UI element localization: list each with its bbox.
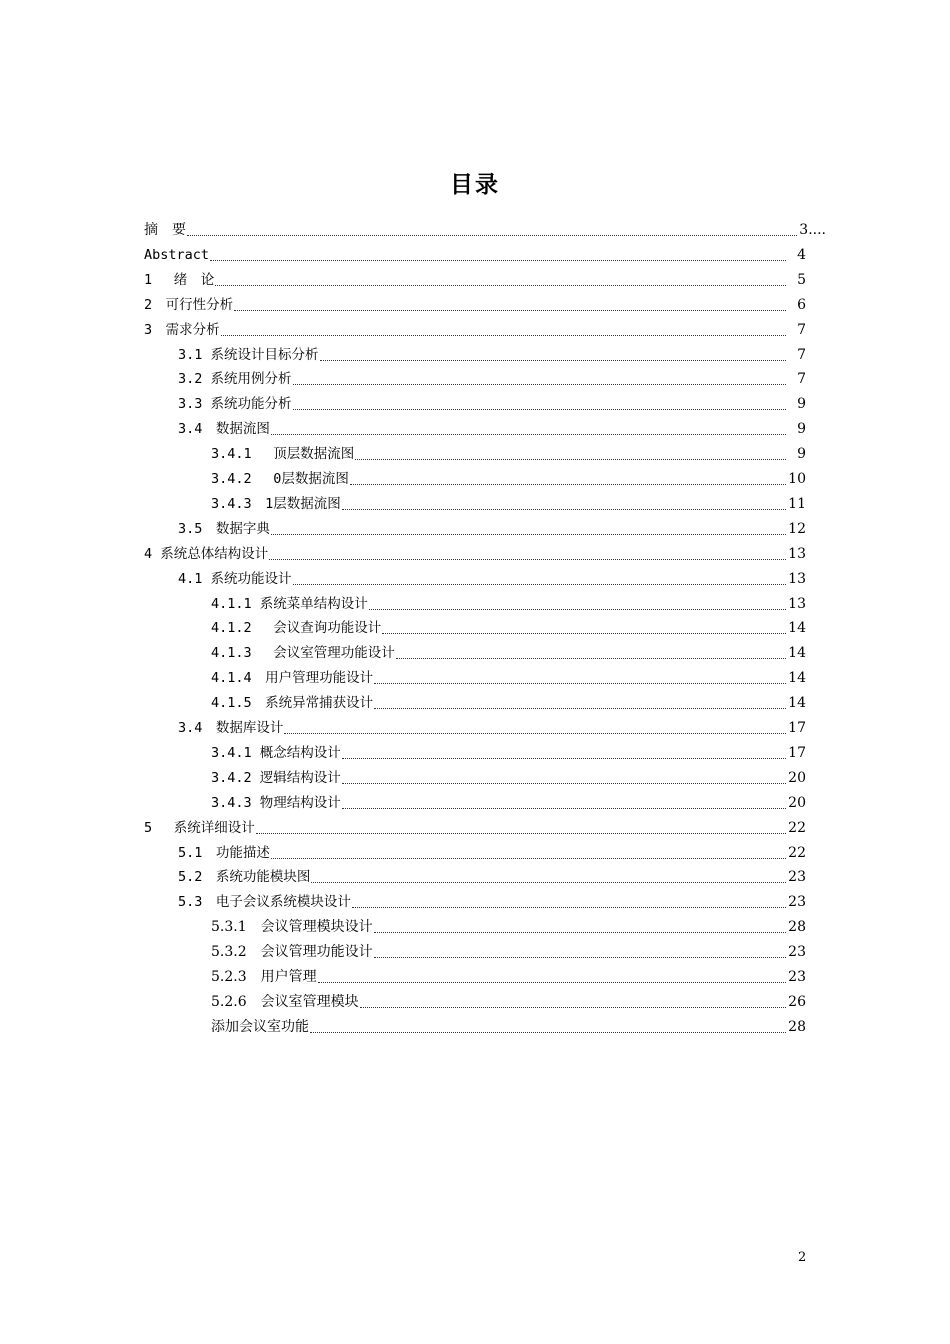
toc-entry[interactable] <box>211 988 806 1012</box>
toc-leader-dots <box>210 259 786 261</box>
toc-entry[interactable] <box>178 515 806 539</box>
toc-entry-label: 3.4 数据流图 <box>178 421 270 438</box>
toc-leader-dots <box>293 583 786 585</box>
toc-entry-page: 14 <box>788 670 806 687</box>
toc-entry-label: 添加会议室功能 <box>211 1018 309 1035</box>
toc-entry[interactable] <box>211 789 806 813</box>
toc-entry-label: 3.4.2 0层数据流图 <box>211 471 349 487</box>
toc-leader-dots <box>271 433 786 435</box>
toc-leader-dots <box>284 732 786 734</box>
toc-entry-page: 12 <box>788 520 806 537</box>
toc-entry-label: 3.4.3 物理结构设计 <box>211 794 341 811</box>
toc-entry-label: 4.1 系统功能设计 <box>178 570 292 587</box>
toc-leader-dots <box>342 757 786 759</box>
toc-leader-dots <box>311 881 786 883</box>
toc-entry-page: 20 <box>788 794 806 811</box>
toc-entry[interactable] <box>211 913 806 937</box>
toc-entry[interactable] <box>211 739 806 763</box>
toc-entry-label: 3.4.2 逻辑结构设计 <box>211 769 341 786</box>
toc-entry-page: 23 <box>788 894 806 911</box>
toc-leader-dots <box>374 956 786 958</box>
toc-leader-dots <box>293 408 786 410</box>
toc-entry[interactable] <box>211 465 806 489</box>
toc-entry-page: 14 <box>788 695 806 712</box>
toc-leader-dots <box>293 383 786 385</box>
toc-leader-dots <box>310 1031 786 1033</box>
toc-entry-label: 4.1.1 系统菜单结构设计 <box>211 595 368 612</box>
toc-entry[interactable] <box>144 266 806 290</box>
toc-leader-dots <box>360 1006 786 1008</box>
toc-entry-page: 9 <box>797 446 806 463</box>
toc-entry-page: 23 <box>788 969 806 985</box>
toc-entry[interactable] <box>178 415 806 439</box>
toc-entry-page: 28 <box>788 1018 806 1035</box>
toc-entry-label: 3.4 数据库设计 <box>178 720 284 736</box>
toc-entry[interactable] <box>178 365 806 389</box>
toc-entry-label: 3.4.3 1层数据流图 <box>211 495 341 512</box>
toc-entry-label: 3.2 系统用例分析 <box>178 371 292 388</box>
toc-entry-page: 20 <box>788 769 806 786</box>
toc-entry-page: 10 <box>788 471 806 487</box>
toc-leader-dots <box>318 981 786 983</box>
toc-entry-label: 5.3.1 会议管理模块设计 <box>211 919 373 936</box>
toc-entry-page: 9 <box>797 396 806 413</box>
toc-entry-label: 5.3.2 会议管理功能设计 <box>211 944 373 961</box>
toc-entry[interactable] <box>178 714 806 738</box>
toc-entry[interactable] <box>144 291 806 315</box>
toc-leader-dots <box>342 807 786 809</box>
toc-leader-dots <box>396 657 786 659</box>
toc-entry-page: 14 <box>788 645 806 662</box>
toc-entry-label: 3.4.1 概念结构设计 <box>211 744 341 761</box>
toc-entry[interactable] <box>178 863 806 887</box>
toc-entry-page: 7 <box>797 346 806 363</box>
toc-entry-page: 9 <box>797 421 806 438</box>
toc-entry-page: 26 <box>788 993 806 1010</box>
toc-entry[interactable] <box>178 888 806 912</box>
toc-entry[interactable] <box>211 614 806 638</box>
toc-entry[interactable] <box>144 216 826 240</box>
toc-entry-label: 4.1.2 会议查询功能设计 <box>211 620 382 637</box>
toc-entry-page: 3.... <box>799 222 826 238</box>
toc-entry-label: 5.2.6 会议室管理模块 <box>211 993 359 1010</box>
toc-entry[interactable] <box>178 565 806 589</box>
toc-leader-dots <box>187 234 797 236</box>
toc-entry[interactable] <box>211 1013 806 1037</box>
toc-entry[interactable] <box>211 664 806 688</box>
toc-entry-label: 5.1 功能描述 <box>178 844 270 861</box>
toc-entry-page: 11 <box>788 495 806 512</box>
toc-entry[interactable] <box>211 639 806 663</box>
toc-leader-dots <box>215 284 786 286</box>
toc-leader-dots <box>369 608 786 610</box>
toc-leader-dots <box>374 931 786 933</box>
toc-entry-page: 6 <box>797 296 806 313</box>
toc-leader-dots <box>271 533 786 535</box>
toc-entry-page: 28 <box>788 919 806 936</box>
toc-entry[interactable] <box>211 963 806 987</box>
toc-entry-label: 3.1 系统设计目标分析 <box>178 346 319 363</box>
toc-entry-label: 1 绪 论 <box>144 271 215 288</box>
toc-entry[interactable] <box>211 440 806 464</box>
toc-entry[interactable] <box>178 839 806 863</box>
toc-entry-label: 2 可行性分析 <box>144 296 234 313</box>
toc-entry-label: 4.1.4 用户管理功能设计 <box>211 670 374 687</box>
toc-entry-page: 14 <box>788 620 806 637</box>
toc-entry[interactable] <box>178 341 806 365</box>
toc-entry-page: 5 <box>797 271 806 288</box>
toc-entry[interactable] <box>211 490 806 514</box>
toc-entry[interactable] <box>144 241 806 265</box>
toc-entry-label: 3.4.1 顶层数据流图 <box>211 446 355 463</box>
toc-leader-dots <box>342 508 786 510</box>
toc-leader-dots <box>320 359 786 361</box>
toc-entry-page: 23 <box>788 869 806 886</box>
toc-entry[interactable] <box>211 938 806 962</box>
toc-entry[interactable] <box>211 590 806 614</box>
toc-entry-page: 23 <box>788 944 806 961</box>
toc-entry[interactable] <box>144 316 806 340</box>
toc-entry[interactable] <box>144 540 806 564</box>
toc-entry-page: 17 <box>788 744 806 761</box>
toc-leader-dots <box>342 782 786 784</box>
toc-entry-label: 5 系统详细设计 <box>144 819 255 836</box>
toc-leader-dots <box>269 558 786 560</box>
toc-leader-dots <box>350 483 786 485</box>
toc-leader-dots <box>352 906 786 908</box>
toc-entry-label: 5.3 电子会议系统模块设计 <box>178 894 351 911</box>
toc-entry[interactable] <box>211 764 806 788</box>
toc-entry-page: 13 <box>788 570 806 587</box>
toc-leader-dots <box>374 707 786 709</box>
toc-entry-label: 4.1.3 会议室管理功能设计 <box>211 645 395 662</box>
toc-entry-page: 22 <box>788 819 806 836</box>
toc-entry[interactable] <box>211 689 806 713</box>
toc-entry-label: 5.2 系统功能模块图 <box>178 869 311 886</box>
toc-entry-page: 13 <box>788 595 806 612</box>
toc-entry[interactable] <box>144 814 806 838</box>
toc-entry-label: 5.2.3 用户管理 <box>211 969 317 985</box>
toc-entry-label: 摘 要 <box>144 222 186 238</box>
toc-entry-page: 7 <box>797 371 806 388</box>
page-number: 2 <box>798 1250 807 1265</box>
toc-leader-dots <box>382 632 786 634</box>
toc-entry-page: 7 <box>797 321 806 338</box>
toc-entry-label: 3 需求分析 <box>144 321 220 338</box>
toc-leader-dots <box>234 309 786 311</box>
toc-leader-dots <box>374 682 786 684</box>
toc-entry-label: 3.3 系统功能分析 <box>178 396 292 413</box>
toc-entry-label: Abstract <box>144 246 210 263</box>
toc-entry-page: 22 <box>788 844 806 861</box>
toc-entry-page: 4 <box>797 246 806 263</box>
toc-entry-label: 3.5 数据字典 <box>178 520 270 537</box>
toc-entry-page: 17 <box>788 720 806 736</box>
toc-entry-page: 13 <box>788 545 806 562</box>
toc-title: 目录 <box>450 172 500 198</box>
toc-leader-dots <box>271 857 786 859</box>
toc-entry-label: 4.1.5 系统异常捕获设计 <box>211 695 374 712</box>
toc-entry[interactable] <box>178 390 806 414</box>
toc-entry-label: 4 系统总体结构设计 <box>144 545 269 562</box>
toc-leader-dots <box>256 832 786 834</box>
toc-leader-dots <box>221 334 786 336</box>
toc-leader-dots <box>355 458 786 460</box>
